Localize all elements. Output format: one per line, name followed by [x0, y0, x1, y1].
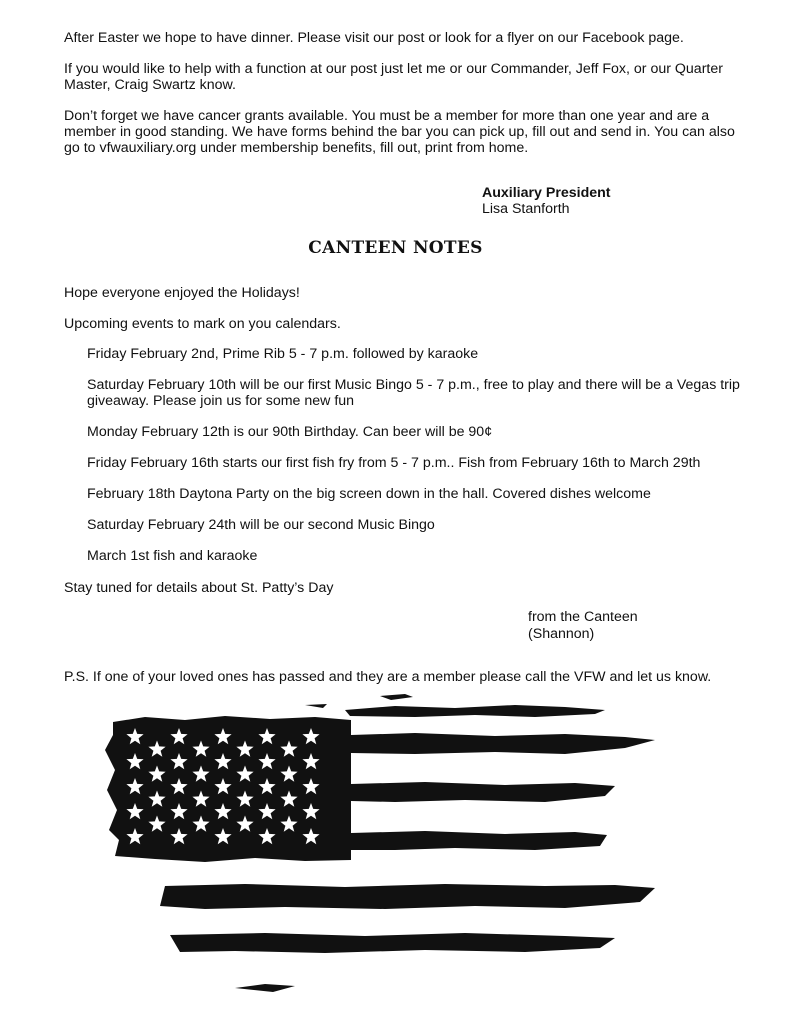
event-item: Friday February 16th starts our first fish fry from 5 - 7 p.m.. Fish from February 16th to March 29th	[87, 455, 701, 471]
flag-brush-mark	[235, 984, 295, 992]
event-item: Saturday February 24th will be our second Music Bingo	[87, 517, 435, 533]
event-item: Saturday February 10th will be our first Music Bingo 5 - 7 p.m., free to play and there will be a Vegas trip giveaway. Please join us for some new fun	[87, 377, 740, 409]
flag-stripe	[160, 884, 655, 909]
flag-brush-mark	[305, 704, 327, 708]
event-item: Monday February 12th is our 90th Birthday. Can beer will be 90¢	[87, 424, 493, 440]
event-item: March 1st fish and karaoke	[87, 548, 258, 564]
canteen-notes-heading: CANTEEN NOTES	[308, 238, 483, 258]
flag-stripe	[170, 933, 615, 953]
holidays-line: Hope everyone enjoyed the Holidays!	[64, 285, 300, 301]
event-item: February 18th Daytona Party on the big screen down in the hall. Covered dishes welcome	[87, 486, 651, 502]
distressed-american-flag-icon	[95, 690, 695, 1010]
flag-stripe	[351, 733, 655, 754]
from-canteen-line: from the Canteen	[528, 609, 638, 625]
flag-stripe	[351, 831, 607, 850]
flag-stripe	[345, 705, 605, 717]
easter-dinner-paragraph: After Easter we hope to have dinner. Please visit our post or look for a flyer on our Facebook page.	[64, 30, 684, 46]
signature-name: Lisa Stanforth	[482, 201, 570, 217]
ps-line: P.S. If one of your loved ones has passed and they are a member please call the VFW and let us know.	[64, 669, 712, 685]
signature-title: Auxiliary President	[482, 185, 611, 201]
event-item: Friday February 2nd, Prime Rib 5 - 7 p.m. followed by karaoke	[87, 346, 479, 362]
flag-brush-mark	[380, 694, 413, 700]
cancer-grants-paragraph: Don’t forget we have cancer grants available. You must be a member for more than one year and are a member in good standing. We have forms behind the bar you can pick up, fill out and send in. You can also go to vfwauxiliary.org under membership benefits, fill out, print from home.	[64, 108, 735, 156]
stay-tuned-line: Stay tuned for details about St. Patty’s Day	[64, 580, 334, 596]
flag-stripe	[351, 782, 615, 802]
from-shannon-line: (Shannon)	[528, 626, 595, 642]
function-help-paragraph: If you would like to help with a function at our post just let me or our Commander, Jeff Fox, or our Quarter Master, Craig Swartz know.	[64, 61, 723, 93]
upcoming-events-line: Upcoming events to mark on you calendars.	[64, 316, 341, 332]
